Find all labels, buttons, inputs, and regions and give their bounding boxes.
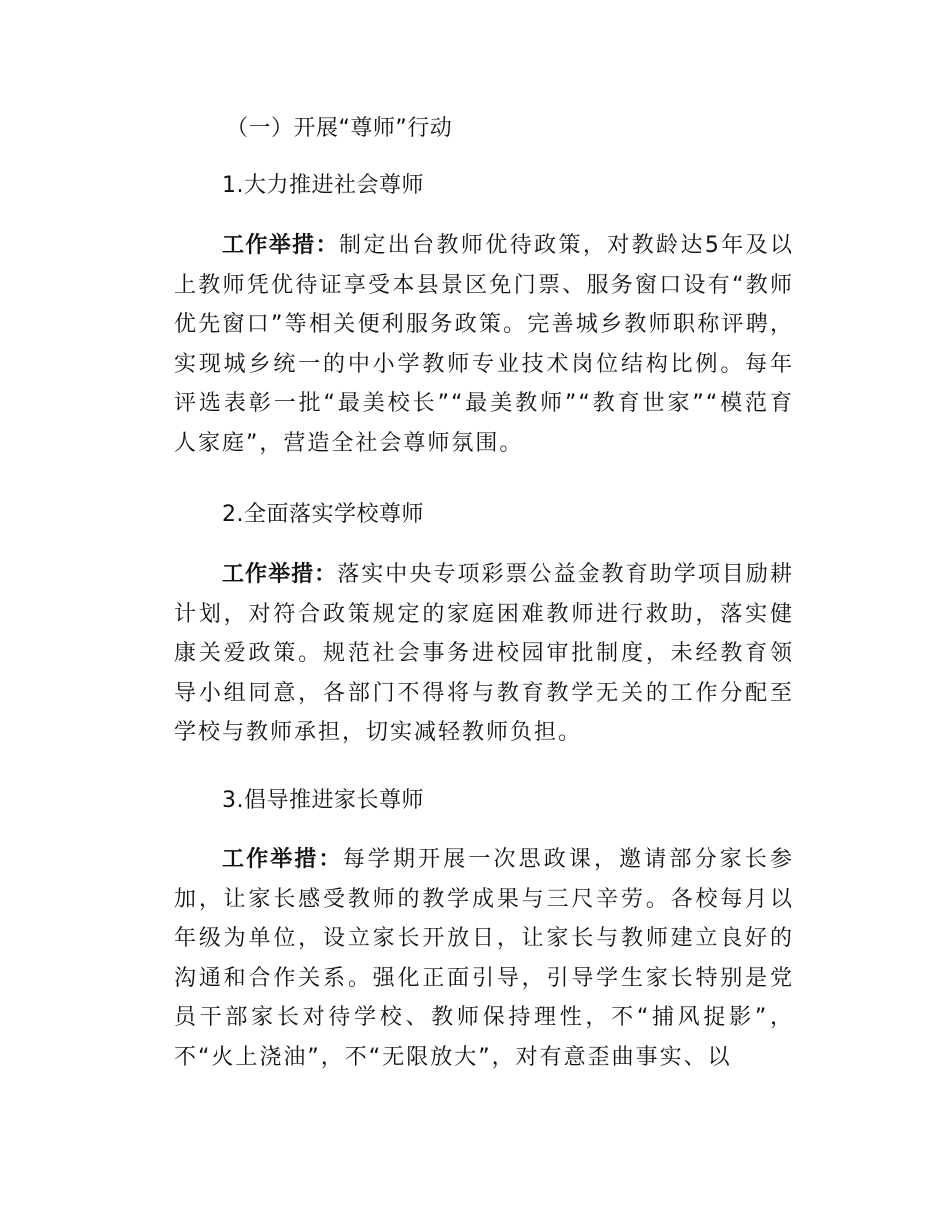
- subsection-title-1: 1.大力推进社会尊师: [222, 173, 424, 198]
- subsection-paragraph-2: [174, 555, 794, 753]
- measures-text: 落实中央专项彩票公益金教育助学项目励耕计划，对符合政策规定的家庭困难教师进行救助，落实健康关爱政策。规范社会事务进校园审批制度，未经教育领导小组同意，各部门不得将与教育教学无关的工作分配至学校与教师承担，切实减轻教师负担。: [174, 562, 794, 745]
- subsection-title-3: 3.倡导推进家长尊师: [222, 788, 424, 813]
- section-title: （一）开展“尊师”行动: [226, 116, 453, 141]
- measures-text: 每学期开展一次思政课，邀请部分家长参加，让家长感受教师的教学成果与三尺辛劳。各校每月以年级为单位，设立家长开放日，让家长与教师建立良好的沟通和合作关系。强化正面引导，引导学生家长特别是党员干部家长对待学校、教师保持理性，不“捕风捉影”，不“火上浇油”，不“无限放大”，对有意歪曲事实、以: [174, 847, 794, 1070]
- subsection-paragraph-3: [174, 840, 794, 1077]
- measures-text: 制定出台教师优待政策，对教龄达5年及以上教师凭优待证享受本县景区免门票、服务窗口设有“教师优先窗口”等相关便利服务政策。完善城乡教师职称评聘，实现城乡统一的中小学教师专业技术岗位结构比例。每年评选表彰一批“最美校长”“最美教师”“教育世家”“模范育人家庭”，营造全社会尊师氛围。: [174, 233, 794, 456]
- subsection-paragraph-1: [174, 226, 794, 463]
- measures-label: 工作举措：: [222, 233, 339, 258]
- measures-label: 工作举措：: [222, 562, 338, 587]
- measures-label: 工作举措：: [222, 847, 343, 872]
- subsection-title-2: 2.全面落实学校尊师: [222, 502, 424, 527]
